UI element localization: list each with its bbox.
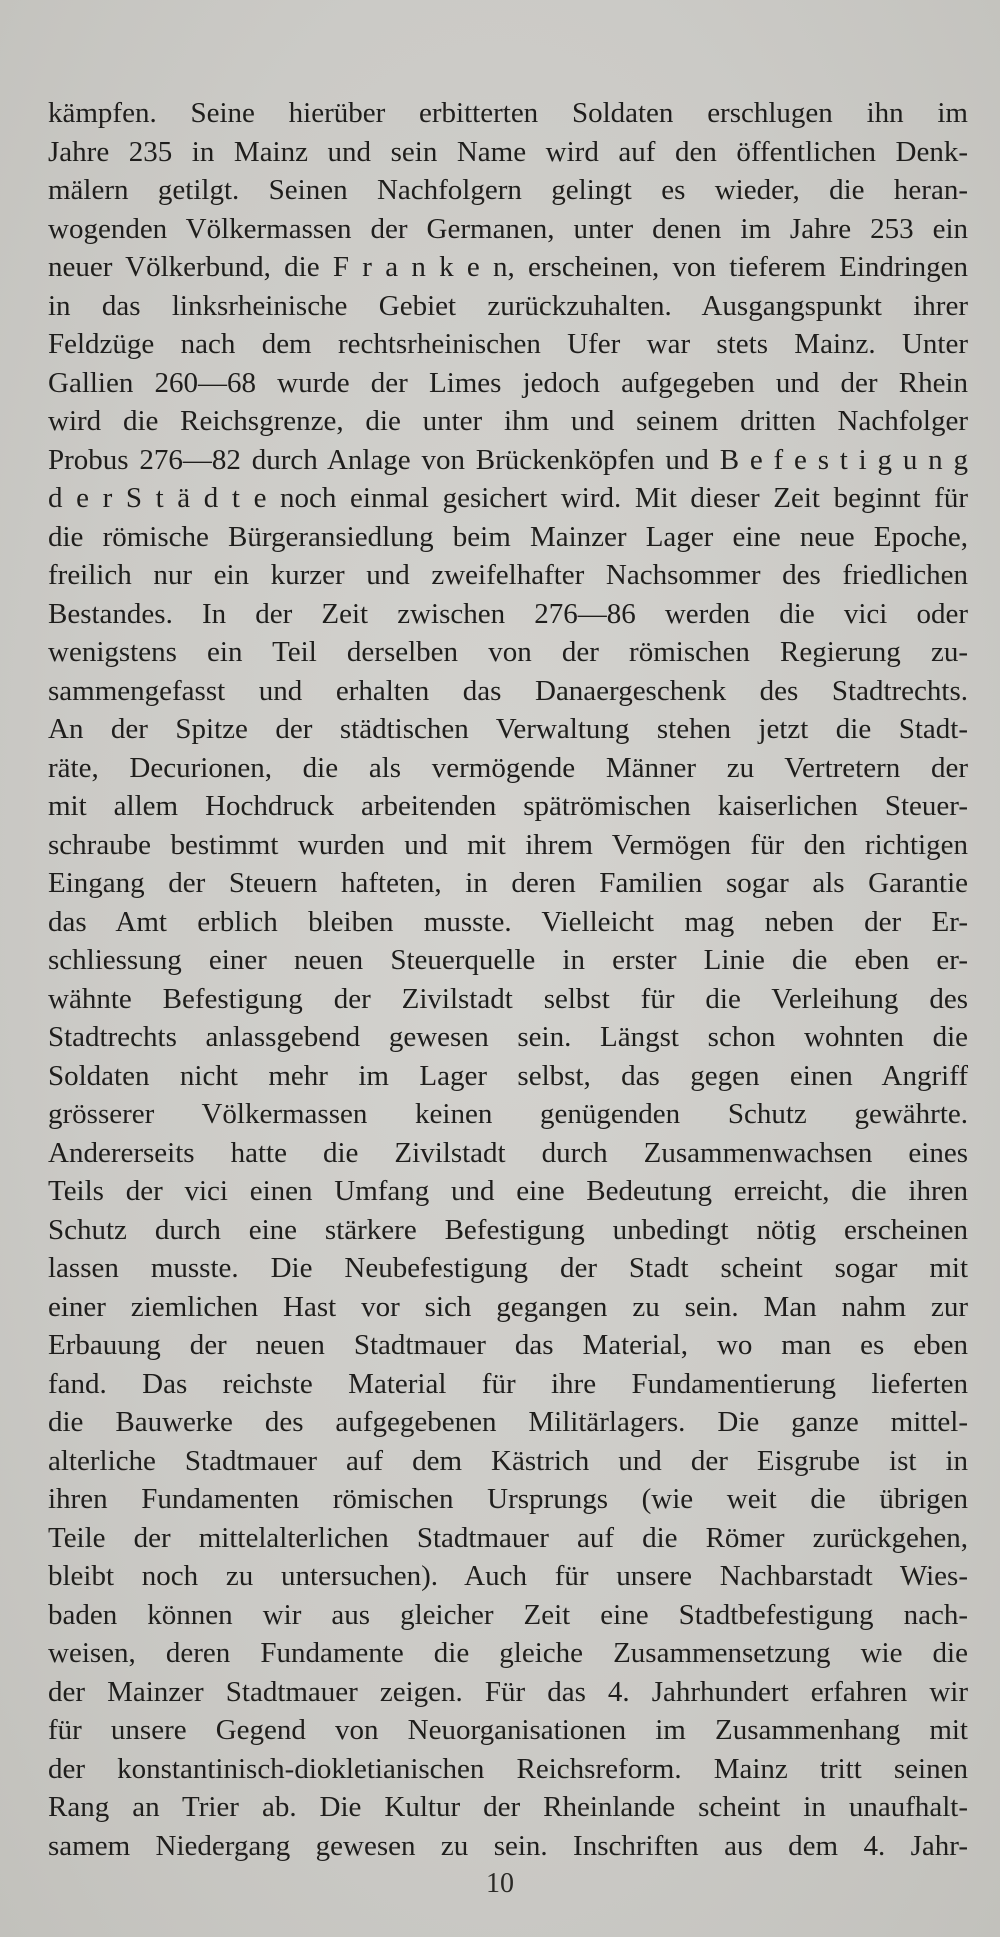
text-line: wird die Reichsgrenze, die unter ihm und seinem dritten Nachfolger (48, 405, 968, 437)
text-line: der konstantinisch-diokletianischen Reichsreform. Mainz tritt seinen (48, 1752, 968, 1785)
text-line: kämpfen. Seine hierüber erbitterten Soldaten erschlugen ihn im (48, 97, 968, 129)
text-line: wogenden Völkermassen der Germanen, unter denen im Jahre 253 ein (48, 212, 968, 245)
text-line: mälern getilgt. Seinen Nachfolgern gelingt es wieder, die heran- (48, 174, 968, 206)
text-line: Schutz durch eine stärkere Befestigung unbedingt nötig erscheinen (48, 1213, 968, 1246)
text-line: wenigstens ein Teil derselben von der römischen Regierung zu- (48, 636, 968, 668)
text-line: einer ziemlichen Hast vor sich gegangen zu sein. Man nahm zur (48, 1290, 968, 1323)
text-line: die Bauwerke des aufgegebenen Militärlagers. Die ganze mittel- (48, 1406, 968, 1438)
text-line: Andererseits hatte die Zivilstadt durch Zusammenwachsen eines (48, 1136, 968, 1169)
text-line: d e r S t ä d t e noch einmal gesichert wird. Mit dieser Zeit beginnt für (48, 482, 968, 514)
text-line: freilich nur ein kurzer und zweifelhafter Nachsommer des friedlichen (48, 559, 968, 591)
text-line: Probus 276—82 durch Anlage von Brückenköpfen und B e f e s t i g u n g (48, 443, 968, 476)
text-line: Feldzüge nach dem rechtsrheinischen Ufer war stets Mainz. Unter (48, 328, 968, 360)
text-line: Teile der mittelalterlichen Stadtmauer auf die Römer zurückgehen, (48, 1521, 968, 1554)
text-line: Teils der vici einen Umfang und eine Bedeutung erreicht, die ihren (48, 1175, 968, 1207)
text-line: für unsere Gegend von Neuorganisationen im Zusammenhang mit (48, 1714, 968, 1746)
text-line: räte, Decurionen, die als vermögende Männer zu Vertretern der (48, 751, 968, 784)
text-line: Jahre 235 in Mainz und sein Name wird auf den öffentlichen Denk- (48, 135, 968, 168)
text-line: samem Niedergang gewesen zu sein. Inschriften aus dem 4. Jahr- (48, 1829, 968, 1862)
text-line: das Amt erblich bleiben musste. Vielleicht mag neben der Er- (48, 905, 968, 938)
text-line: Soldaten nicht mehr im Lager selbst, das gegen einen Angriff (48, 1059, 968, 1092)
text-line: Stadtrechts anlassgebend gewesen sein. Längst schon wohnten die (48, 1021, 968, 1053)
text-line: alterliche Stadtmauer auf dem Kästrich und der Eisgrube ist in (48, 1444, 968, 1477)
text-line: schraube bestimmt wurden und mit ihrem Vermögen für den richtigen (48, 828, 968, 861)
text-line: ihren Fundamenten römischen Ursprungs (wie weit die übrigen (48, 1483, 968, 1515)
text-line: bleibt noch zu untersuchen). Auch für unsere Nachbarstadt Wies- (48, 1560, 968, 1592)
text-line: in das linksrheinische Gebiet zurückzuhalten. Ausgangspunkt ihrer (48, 289, 968, 322)
text-line: Gallien 260—68 wurde der Limes jedoch aufgegeben und der Rhein (48, 366, 968, 399)
text-line: mit allem Hochdruck arbeitenden spätrömischen kaiserlichen Steuer- (48, 790, 968, 822)
text-line: lassen musste. Die Neubefestigung der Stadt scheint sogar mit (48, 1252, 968, 1284)
text-line: der Mainzer Stadtmauer zeigen. Für das 4. Jahrhundert erfahren wir (48, 1675, 968, 1708)
text-line: Eingang der Steuern hafteten, in deren Familien sogar als Garantie (48, 867, 968, 899)
text-line: schliessung einer neuen Steuerquelle in erster Linie die eben er- (48, 944, 968, 976)
text-line: fand. Das reichste Material für ihre Fundamentierung lieferten (48, 1367, 968, 1400)
text-line: Rang an Trier ab. Die Kultur der Rheinlande scheint in unaufhalt- (48, 1791, 968, 1823)
text-line: neuer Völkerbund, die F r a n k e n, erscheinen, von tieferem Eindringen (48, 251, 968, 283)
text-line: Erbauung der neuen Stadtmauer das Material, wo man es eben (48, 1329, 968, 1361)
text-line: sammengefasst und erhalten das Danaergeschenk des Stadtrechts. (48, 674, 968, 707)
body-text (48, 94, 968, 1865)
text-line: Bestandes. In der Zeit zwischen 276—86 werden die vici oder (48, 597, 968, 630)
text-line: weisen, deren Fundamente die gleiche Zusammensetzung wie die (48, 1637, 968, 1669)
text-line: die römische Bürgeransiedlung beim Mainzer Lager eine neue Epoche, (48, 520, 968, 553)
text-line: wähnte Befestigung der Zivilstadt selbst für die Verleihung des (48, 982, 968, 1015)
text-line: baden können wir aus gleicher Zeit eine Stadtbefestigung nach- (48, 1598, 968, 1631)
page-number: 10 (486, 1868, 514, 1899)
text-line: An der Spitze der städtischen Verwaltung stehen jetzt die Stadt- (48, 713, 968, 745)
text-line: grösserer Völkermassen keinen genügenden Schutz gewährte. (48, 1098, 968, 1130)
